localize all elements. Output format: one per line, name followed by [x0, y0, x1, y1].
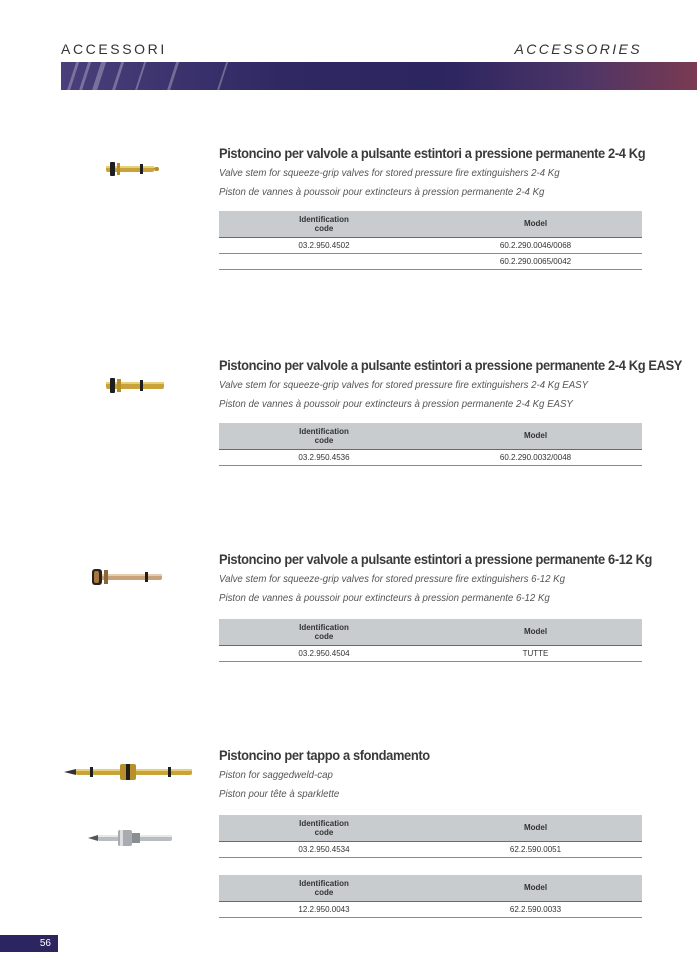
col-header-code: Identification code [219, 619, 429, 645]
table-row [219, 253, 642, 269]
col-header-model: Model [429, 875, 642, 901]
cell-model: 60.2.290.0046/0068 [429, 237, 642, 253]
page-number: 56 [0, 935, 58, 952]
table-row [219, 449, 642, 465]
product-section-2 [219, 357, 683, 410]
product-title: Pistoncino per valvole a pulsante estintori a pressione permanente 6-12 Kg [219, 551, 653, 567]
product-image-piston-brass [62, 760, 196, 784]
product-subtitle-fr: Piston de vannes à poussoir pour extincteurs à pression permanente 6-12 Kg [219, 592, 550, 604]
product-subtitle-en: Piston for saggedweld-cap [219, 769, 333, 781]
cell-model: 62.2.590.0051 [429, 841, 642, 857]
table-row [219, 645, 642, 661]
product-table-5 [219, 875, 642, 918]
cell-code: 03.2.950.4534 [219, 841, 429, 857]
product-table-1 [219, 211, 642, 270]
product-image-valve-stem-2-4kg [104, 160, 160, 182]
cell-code: 03.2.950.4502 [219, 237, 429, 253]
cell-model: 60.2.290.0065/0042 [429, 253, 642, 269]
product-subtitle-fr: Piston de vannes à poussoir pour extincteurs à pression permanente 2-4 Kg EASY [219, 398, 573, 410]
col-header-model: Model [429, 815, 642, 841]
cell-model: 60.2.290.0032/0048 [429, 449, 642, 465]
product-title: Pistoncino per tappo a sfondamento [219, 747, 430, 763]
product-image-valve-stem-easy [104, 376, 166, 396]
cell-code: 03.2.950.4536 [219, 449, 429, 465]
product-subtitle-en: Valve stem for squeeze-grip valves for stored pressure fire extinguishers 6-12 Kg [219, 573, 565, 585]
product-subtitle-fr: Piston de vannes à poussoir pour extincteurs à pression permanente 2-4 Kg [219, 186, 545, 198]
col-header-code: Identification code [219, 815, 429, 841]
product-subtitle-en: Valve stem for squeeze-grip valves for stored pressure fire extinguishers 2-4 Kg EASY [219, 379, 589, 391]
product-section-3 [219, 551, 653, 604]
header-left-title: ACCESSORI [61, 41, 167, 57]
cell-code: 12.2.950.0043 [219, 901, 429, 917]
product-title: Pistoncino per valvole a pulsante estintori a pressione permanente 2-4 Kg EASY [219, 357, 683, 373]
product-section-4 [219, 747, 642, 800]
col-header-code: Identification code [219, 423, 429, 449]
header-right-title: ACCESSORIES [514, 41, 642, 57]
table-row [219, 237, 642, 253]
cell-model: TUTTE [429, 645, 642, 661]
col-header-model: Model [429, 423, 642, 449]
col-header-model: Model [429, 211, 642, 237]
cell-code: 03.2.950.4504 [219, 645, 429, 661]
product-subtitle-fr: Piston pour tête à sparklette [219, 788, 340, 800]
product-table-4 [219, 815, 642, 858]
col-header-code: Identification code [219, 875, 429, 901]
product-table-3 [219, 619, 642, 662]
col-header-code: Identification code [219, 211, 429, 237]
col-header-model: Model [429, 619, 642, 645]
product-image-piston-steel [86, 827, 176, 849]
product-title: Pistoncino per valvole a pulsante estintori a pressione permanente 2-4 Kg [219, 145, 646, 161]
cell-code [219, 253, 429, 269]
cell-model: 62.2.590.0033 [429, 901, 642, 917]
product-image-valve-stem-6-12kg [90, 566, 166, 588]
product-table-2 [219, 423, 642, 466]
table-row [219, 901, 642, 917]
header-band [61, 62, 697, 90]
product-subtitle-en: Valve stem for squeeze-grip valves for stored pressure fire extinguishers 2-4 Kg [219, 167, 560, 179]
product-section-1 [219, 145, 646, 198]
table-row [219, 841, 642, 857]
